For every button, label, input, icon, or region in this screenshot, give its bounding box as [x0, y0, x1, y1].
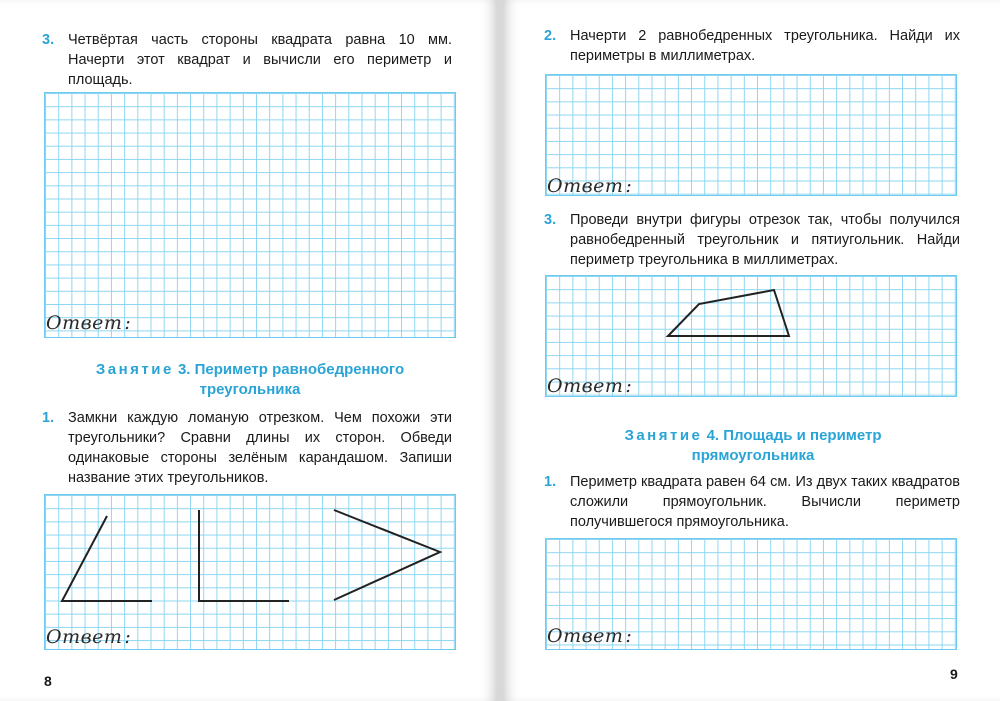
polyline-1	[62, 516, 152, 601]
task-number: 1.	[42, 410, 55, 426]
answer-label: Ответ :	[46, 626, 132, 648]
lesson-prefix: Занятие	[624, 427, 703, 444]
task-3-right	[544, 210, 960, 270]
task-number: 3.	[42, 32, 55, 48]
right-page	[503, 0, 1000, 701]
quadrilateral	[668, 290, 789, 336]
left-page	[0, 0, 497, 701]
task-text: Проведи внутри фигуры отрезок так, чтобы получился равнобедренный треугольник и пятиугольник. Найди периметр треугольника в миллиметрах.	[570, 212, 960, 268]
lesson-3-title	[60, 360, 440, 400]
grid-area-square[interactable]	[44, 92, 456, 338]
lesson-prefix: Занятие	[95, 361, 174, 378]
task-1-right	[544, 472, 960, 532]
task-2-right	[544, 26, 960, 66]
answer-label: Ответ :	[547, 375, 633, 397]
lesson-name: 4. Площадь и периметр прямоугольника	[691, 427, 882, 464]
task-3-left	[42, 30, 452, 90]
answer-label: Ответ :	[547, 175, 633, 197]
task-text: Четвёртая часть стороны квадрата равна 10 мм. Начерти этот квадрат и вычисли его периметр и площадь.	[68, 32, 452, 88]
task-text: Начерти 2 равнобедренных треугольника. Найди их периметры в миллиметрах.	[570, 28, 960, 64]
page-number: 9	[950, 666, 958, 682]
task-text: Замкни каждую ломаную отрезком. Чем похожи эти треугольники? Сравни длины их сторон. Обведи одинаковые стороны зелёным карандашом. Запиши название этих треугольников.	[68, 410, 452, 486]
task-1-left	[42, 408, 452, 488]
polyline-2	[199, 510, 289, 601]
lesson-name: 3. Периметр равнобедренного треугольника	[177, 361, 405, 398]
page-number: 8	[44, 673, 52, 689]
lesson-4-title	[573, 426, 933, 466]
task-number: 2.	[544, 28, 557, 44]
answer-label: Ответ :	[547, 625, 633, 647]
task-text: Периметр квадрата равен 64 см. Из двух таких квадратов сложили прямоугольник. Вычисли периметр получившегося прямоугольника.	[570, 474, 960, 530]
answer-label: Ответ :	[46, 312, 132, 334]
polyline-3	[334, 510, 440, 600]
task-number: 1.	[544, 474, 557, 490]
task-number: 3.	[544, 212, 557, 228]
